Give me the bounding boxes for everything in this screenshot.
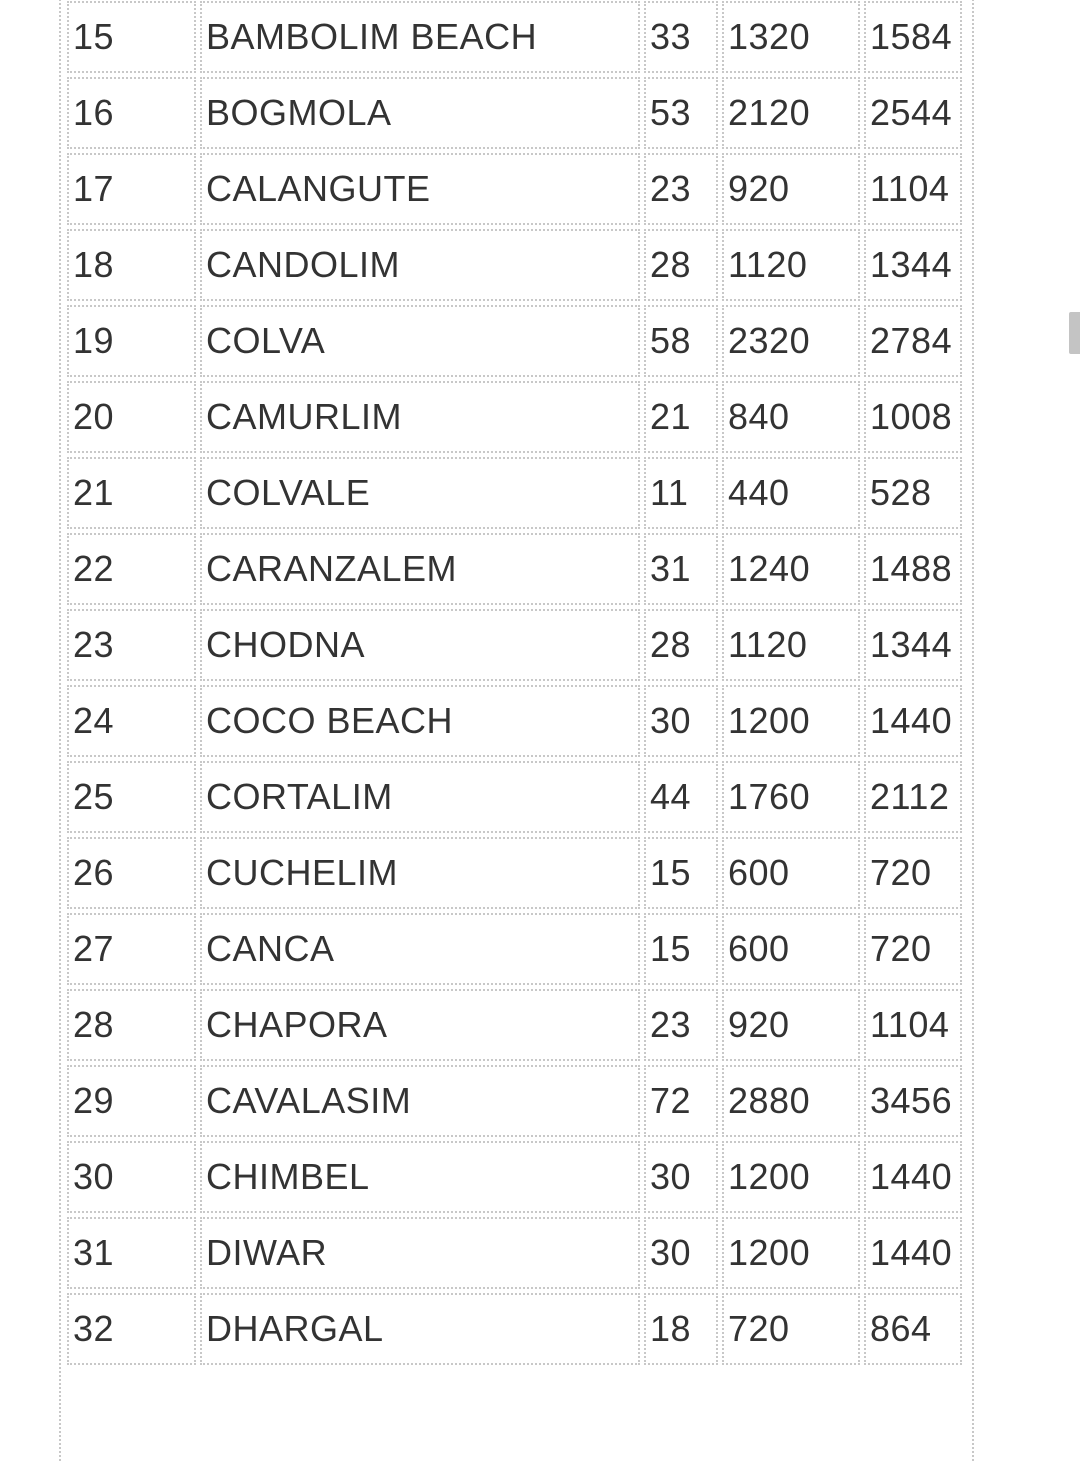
total-cell: 2544 [864, 77, 962, 149]
table-row [67, 533, 962, 605]
row-number-cell: 26 [67, 837, 196, 909]
row-number-cell: 23 [67, 609, 196, 681]
place-name-cell: BOGMOLA [200, 77, 640, 149]
total-cell: 1008 [864, 381, 962, 453]
table-row [67, 685, 962, 757]
place-name-cell: COLVA [200, 305, 640, 377]
total-cell: 720 [864, 837, 962, 909]
place-name-cell: COLVALE [200, 457, 640, 529]
value-cell: 920 [722, 153, 860, 225]
table-row [67, 609, 962, 681]
count-cell: 44 [644, 761, 718, 833]
place-name-cell: CUCHELIM [200, 837, 640, 909]
count-cell: 30 [644, 685, 718, 757]
place-name-cell: CARANZALEM [200, 533, 640, 605]
table-row [67, 761, 962, 833]
value-cell: 1120 [722, 229, 860, 301]
row-number-cell: 17 [67, 153, 196, 225]
value-cell: 1200 [722, 685, 860, 757]
value-cell: 2880 [722, 1065, 860, 1137]
table-row [67, 381, 962, 453]
count-cell: 15 [644, 913, 718, 985]
total-cell: 1344 [864, 229, 962, 301]
table-row [67, 305, 962, 377]
row-number-cell: 32 [67, 1293, 196, 1365]
table-row [67, 1065, 962, 1137]
table-row [67, 77, 962, 149]
place-name-cell: CHIMBEL [200, 1141, 640, 1213]
count-cell: 23 [644, 989, 718, 1061]
row-number-cell: 24 [67, 685, 196, 757]
value-cell: 840 [722, 381, 860, 453]
table-row [67, 989, 962, 1061]
row-number-cell: 21 [67, 457, 196, 529]
count-cell: 30 [644, 1217, 718, 1289]
row-number-cell: 18 [67, 229, 196, 301]
total-cell: 1488 [864, 533, 962, 605]
count-cell: 58 [644, 305, 718, 377]
table-row [67, 837, 962, 909]
table-body [67, 1, 962, 1365]
table-row [67, 1293, 962, 1365]
value-cell: 440 [722, 457, 860, 529]
table-container [59, 0, 974, 1463]
total-cell: 2784 [864, 305, 962, 377]
table-row [67, 457, 962, 529]
total-cell: 1440 [864, 1217, 962, 1289]
place-name-cell: DIWAR [200, 1217, 640, 1289]
value-cell: 1120 [722, 609, 860, 681]
row-number-cell: 29 [67, 1065, 196, 1137]
table-row [67, 1141, 962, 1213]
row-number-cell: 19 [67, 305, 196, 377]
row-number-cell: 28 [67, 989, 196, 1061]
table-row [67, 913, 962, 985]
count-cell: 53 [644, 77, 718, 149]
total-cell: 720 [864, 913, 962, 985]
row-number-cell: 31 [67, 1217, 196, 1289]
row-number-cell: 27 [67, 913, 196, 985]
row-number-cell: 20 [67, 381, 196, 453]
place-name-cell: CHODNA [200, 609, 640, 681]
row-number-cell: 15 [67, 1, 196, 73]
total-cell: 2112 [864, 761, 962, 833]
value-cell: 600 [722, 913, 860, 985]
place-name-cell: CALANGUTE [200, 153, 640, 225]
value-cell: 720 [722, 1293, 860, 1365]
value-cell: 1200 [722, 1141, 860, 1213]
value-cell: 920 [722, 989, 860, 1061]
place-name-cell: CANCA [200, 913, 640, 985]
count-cell: 28 [644, 609, 718, 681]
row-number-cell: 22 [67, 533, 196, 605]
count-cell: 28 [644, 229, 718, 301]
place-name-cell: CORTALIM [200, 761, 640, 833]
table-row [67, 1, 962, 73]
total-cell: 3456 [864, 1065, 962, 1137]
place-name-cell: CAMURLIM [200, 381, 640, 453]
value-cell: 2120 [722, 77, 860, 149]
place-name-cell: COCO BEACH [200, 685, 640, 757]
total-cell: 1104 [864, 989, 962, 1061]
value-cell: 1240 [722, 533, 860, 605]
place-name-cell: CHAPORA [200, 989, 640, 1061]
value-cell: 600 [722, 837, 860, 909]
total-cell: 1584 [864, 1, 962, 73]
total-cell: 864 [864, 1293, 962, 1365]
table-row [67, 1217, 962, 1289]
total-cell: 528 [864, 457, 962, 529]
count-cell: 18 [644, 1293, 718, 1365]
value-cell: 1320 [722, 1, 860, 73]
count-cell: 31 [644, 533, 718, 605]
row-number-cell: 30 [67, 1141, 196, 1213]
table-row [67, 153, 962, 225]
value-cell: 2320 [722, 305, 860, 377]
count-cell: 33 [644, 1, 718, 73]
total-cell: 1344 [864, 609, 962, 681]
place-name-cell: CANDOLIM [200, 229, 640, 301]
place-name-cell: BAMBOLIM BEACH [200, 1, 640, 73]
count-cell: 15 [644, 837, 718, 909]
total-cell: 1440 [864, 685, 962, 757]
place-name-cell: DHARGAL [200, 1293, 640, 1365]
table-row [67, 229, 962, 301]
data-table [63, 0, 966, 1369]
total-cell: 1104 [864, 153, 962, 225]
place-name-cell: CAVALASIM [200, 1065, 640, 1137]
value-cell: 1760 [722, 761, 860, 833]
count-cell: 72 [644, 1065, 718, 1137]
count-cell: 11 [644, 457, 718, 529]
total-cell: 1440 [864, 1141, 962, 1213]
value-cell: 1200 [722, 1217, 860, 1289]
count-cell: 30 [644, 1141, 718, 1213]
row-number-cell: 16 [67, 77, 196, 149]
scrollbar-thumb[interactable] [1069, 312, 1080, 354]
count-cell: 23 [644, 153, 718, 225]
count-cell: 21 [644, 381, 718, 453]
row-number-cell: 25 [67, 761, 196, 833]
